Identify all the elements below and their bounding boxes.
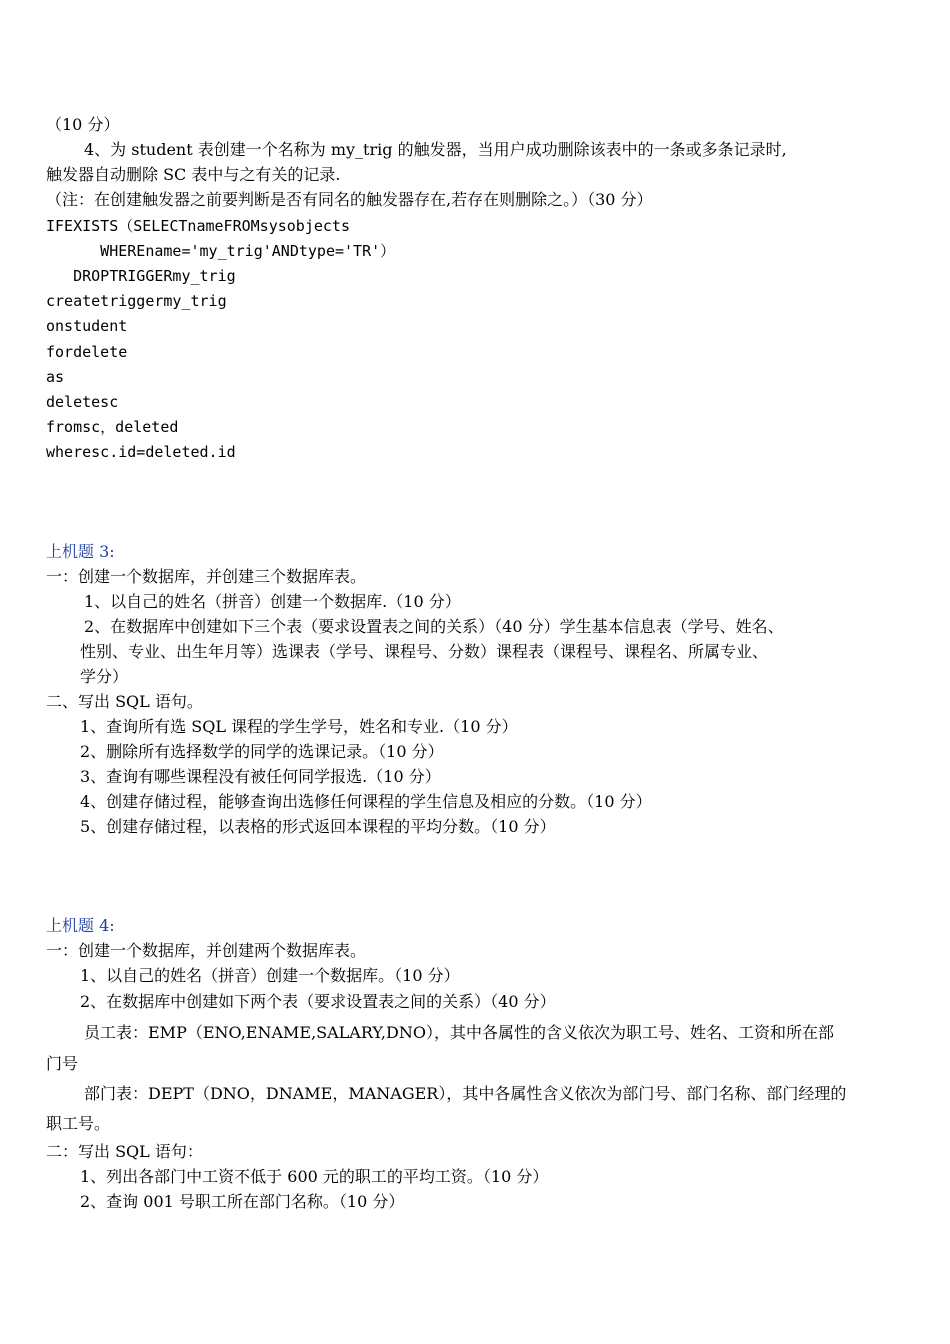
section-4-part-2-title: 二：写出 SQL 语句： — [46, 1142, 203, 1161]
section-3-heading: 上机题 3: — [46, 542, 115, 561]
code-line: createtriggermy_trig — [46, 292, 227, 310]
code-line: fordelete — [46, 343, 128, 361]
dept-table-description-line-2: 职工号。 — [46, 1114, 111, 1133]
section-3-part-1-title: 一：创建一个数据库，并创建三个数据库表。 — [46, 567, 367, 586]
dept-table-description-line-1: 部门表：DEPT（DNO，DNAME，MANAGER），其中各属性含义依次为部门号、部门名称、部门经理的 — [84, 1084, 847, 1103]
section-3-sql-item: 4、创建存储过程，能够查询出选修任何课程的学生信息及相应的分数。（10 分） — [80, 792, 652, 811]
code-line: DROPTRIGGERmy_trig — [46, 267, 236, 285]
code-line: IFEXISTS（SELECTnameFROMsysobjects — [46, 217, 350, 235]
question-4-line-2: 触发器自动删除 SC 表中与之有关的记录. — [46, 165, 341, 184]
section-3-item-2-line-1: 2、在数据库中创建如下三个表（要求设置表之间的关系）（40 分）学生基本信息表（学号、姓名、 — [84, 617, 784, 636]
section-3-sql-item: 1、查询所有选 SQL 课程的学生学号，姓名和专业.（10 分） — [80, 717, 518, 736]
code-line: as — [46, 368, 65, 386]
section-3-sql-item: 3、查询有哪些课程没有被任何同学报选.（10 分） — [80, 767, 441, 786]
code-line: deletesc — [46, 393, 119, 411]
code-line: wheresc.id=deleted.id — [46, 443, 236, 461]
section-3-item-2-line-3: 学分） — [80, 667, 129, 686]
section-3-item-1: 1、以自己的姓名（拼音）创建一个数据库.（10 分） — [84, 592, 461, 611]
section-4-item-2: 2、在数据库中创建如下两个表（要求设置表之间的关系）（40 分） — [80, 992, 556, 1011]
section-4-sql-item: 1、列出各部门中工资不低于 600 元的职工的平均工资。（10 分） — [80, 1167, 549, 1186]
code-line: WHEREname='my_trig'ANDtype='TR'） — [46, 242, 396, 260]
question-4-note: （注：在创建触发器之前要判断是否有同名的触发器存在,若存在则删除之。）（30 分） — [46, 190, 653, 209]
section-4-part-1-title: 一：创建一个数据库，并创建两个数据库表。 — [46, 941, 367, 960]
section-4-heading: 上机题 4: — [46, 916, 115, 935]
section-4-sql-item: 2、查询 001 号职工所在部门名称。（10 分） — [80, 1192, 405, 1211]
question-4-line-1: 4、为 student 表创建一个名称为 my_trig 的触发器，当用户成功删除该表中的一条或多条记录时, — [84, 140, 787, 159]
emp-table-description-line-2: 门号 — [46, 1054, 79, 1073]
section-3-item-2-line-2: 性别、专业、出生年月等）选课表（学号、课程号、分数）课程表（课程号、课程名、所属专业、 — [80, 642, 769, 661]
emp-table-description-line-1: 员工表：EMP（ENO,ENAME,SALARY,DNO），其中各属性的含义依次为职工号、姓名、工资和所在部 — [84, 1023, 834, 1042]
score-line: （10 分） — [46, 115, 120, 134]
code-line: onstudent — [46, 317, 128, 335]
section-3-sql-item: 2、删除所有选择数学的同学的选课记录。（10 分） — [80, 742, 444, 761]
section-4-item-1: 1、以自己的姓名（拼音）创建一个数据库。（10 分） — [80, 966, 460, 985]
section-3-part-2-title: 二、写出 SQL 语句。 — [46, 692, 203, 711]
code-line: fromsc，deleted — [46, 418, 179, 436]
section-3-sql-item: 5、创建存储过程，以表格的形式返回本课程的平均分数。（10 分） — [80, 817, 556, 836]
